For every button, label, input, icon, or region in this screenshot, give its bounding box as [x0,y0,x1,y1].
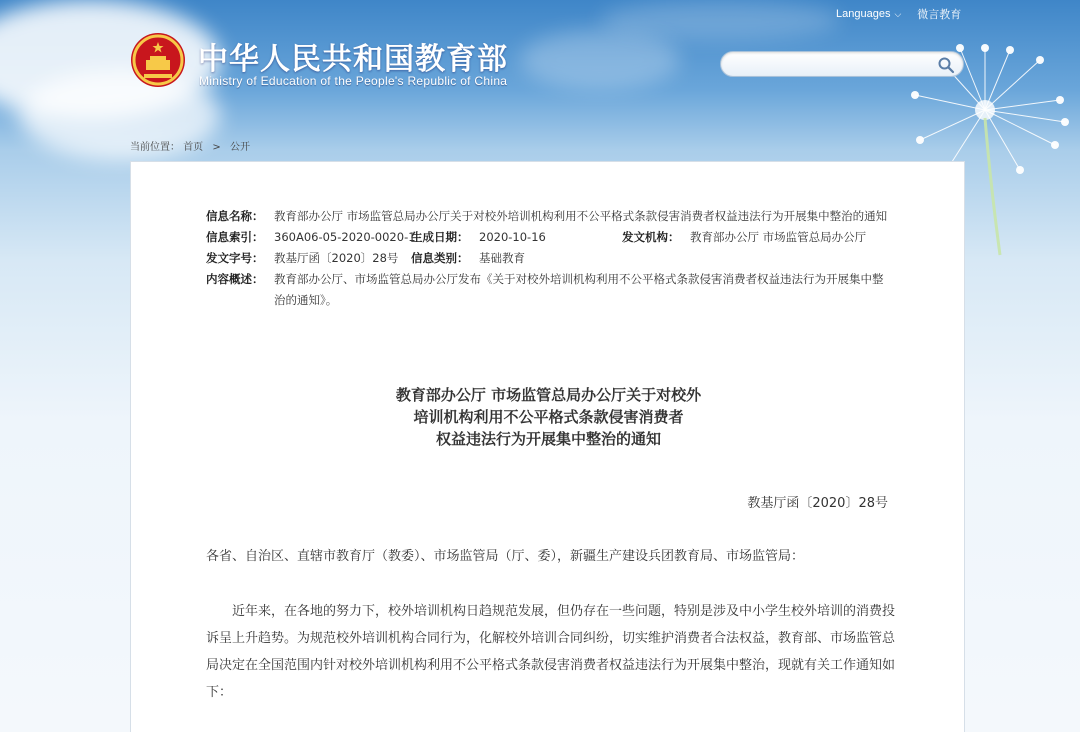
meta-category-group [411,248,525,269]
meta-category-value: 基础教育 [479,251,525,265]
content-panel [130,161,965,732]
meta-summary-value: 教育部办公厅、市场监管总局办公厅发布《关于对校外培训机构利用不公平格式条款侵害消费者权益违法行为开展集中整治的通知》。 [274,272,884,307]
document-title [131,384,966,450]
meta-docno-label: 发文字号： [206,251,264,265]
meta-row-name [206,206,896,227]
meta-index-value: 360A06-05-2020-0020-1 [274,230,416,244]
search-input[interactable] [731,55,931,73]
document-paragraph: 近年来，在各地的努力下，校外培训机构日趋规范发展，但仍存在一些问题，特别是涉及中小学生校外培训的消费投诉呈上升趋势。为规范校外培训机构合同行为，化解校外培训合同纠纷，切实维护消费者合法权益，教育部、市场监管总局决定在全国范围内针对校外培训机构利用不公平格式条款侵害消费者权益违法行为开展集中整治，现就有关工作通知如下： [206,604,896,700]
breadcrumb [130,138,250,153]
meta-issuer-value: 教育部办公厅 市场监管总局办公厅 [690,230,867,244]
site-title[interactable]: 中华人民共和国教育部 [198,42,508,77]
cloud-decoration [600,0,840,40]
breadcrumb-current-link[interactable]: 公开 [229,142,250,153]
languages-label: Languages [836,8,891,20]
meta-row-summary [206,269,896,311]
meta-row-index [206,227,896,248]
meta-index-label: 信息索引： [206,230,264,244]
cloud-decoration [520,30,680,90]
languages-dropdown[interactable] [836,8,901,20]
document-title-line: 培训机构利用不公平格式条款侵害消费者 [413,408,684,426]
breadcrumb-prefix: 当前位置： [130,142,180,153]
meta-category-label: 信息类别： [411,251,469,265]
meta-issuer-label: 发文机构： [622,230,680,244]
document-title-line: 教育部办公厅 市场监管总局办公厅关于对校外 [395,386,702,404]
top-links [836,6,961,22]
breadcrumb-home-link[interactable]: 首页 [183,142,204,153]
search-icon[interactable] [937,56,955,74]
document-addressee: 各省、自治区、直辖市教育厅（教委）、市场监管局（厅、委），新疆生产建设兵团教育局、市场监管局： [206,549,805,564]
site-subtitle: Ministry of Education of the People's Republic of China [199,74,508,88]
meta-date-group [411,227,546,248]
meta-issuer-group [622,227,866,248]
national-emblem-icon[interactable] [130,32,186,88]
meta-name-value: 教育部办公厅 市场监管总局办公厅关于对校外培训机构利用不公平格式条款侵害消费者权益违法行为开展集中整治的通知 [274,209,888,223]
meta-summary-label: 内容概述： [206,272,264,286]
metadata-table [206,206,896,311]
meta-row-docno [206,248,896,269]
chevron-down-icon: ⌵ [894,8,902,19]
document-title-line: 权益违法行为开展集中整治的通知 [435,430,661,448]
document-number: 教基厅函〔2020〕28号 [747,496,888,511]
breadcrumb-separator: > [212,142,221,153]
weibo-link[interactable]: 微言教育 [917,9,962,21]
meta-docno-value: 教基厅函〔2020〕28号 [274,251,399,265]
meta-date-label: 生成日期： [411,230,469,244]
meta-date-value: 2020-10-16 [479,230,546,244]
meta-name-label: 信息名称： [206,209,264,223]
search-box [720,51,964,77]
